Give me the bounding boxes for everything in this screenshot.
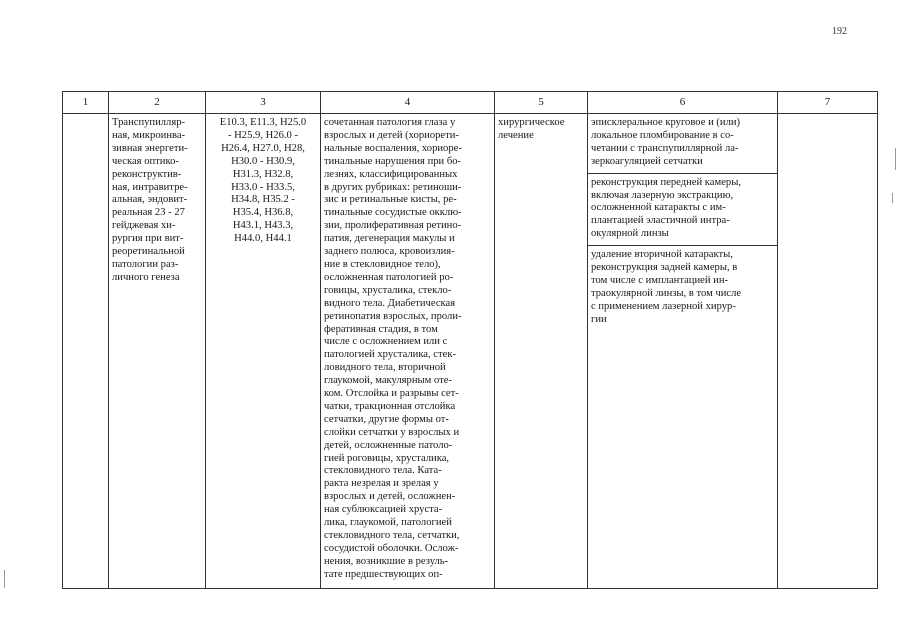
text-line: четании с транспупиллярной ла-: [591, 142, 739, 154]
text-line: плантацией эластичной интра-: [591, 215, 730, 227]
text-line: Н26.4, Н27.0, Н28,: [221, 142, 305, 154]
text-line: ние в стекловидное тело),: [324, 258, 441, 270]
scan-artifact-mark: [895, 148, 896, 170]
text-line: ная, интравитре-: [112, 181, 188, 193]
text-line: личного генеза: [112, 271, 180, 283]
text-line: реконструктив-: [112, 168, 182, 180]
text-line: Н43.1, Н43.3,: [232, 220, 294, 232]
treatment-method-entry: [588, 114, 777, 174]
text-line: траокулярной линзы, в том числе: [591, 287, 742, 299]
column-header-4: 4: [321, 92, 495, 114]
text-line: зии, пролиферативная ретино-: [324, 220, 462, 232]
text-line: феративная стадия, в том: [324, 323, 438, 335]
text-line: реоретинальной: [112, 246, 185, 258]
text-line: зеркоагуляцией сетчатки: [591, 155, 703, 167]
text-line: осложненная патологией ро-: [324, 271, 454, 283]
text-line: сочетанная патология глаза у: [324, 117, 456, 128]
text-line: зис и ретинальные кисты, ре-: [324, 194, 457, 206]
text-line: ретинопатия взрослых, проли-: [324, 310, 462, 322]
text-line: реконструкция передней камеры,: [591, 176, 741, 188]
text-line: тинальные нарушения при бо-: [324, 155, 462, 167]
text-line: с применением лазерной хирур-: [591, 300, 736, 312]
text-line: взрослых и детей, осложнен-: [324, 491, 456, 503]
text-line: Н35.4, Н36.8,: [232, 207, 294, 219]
text-line: в других рубриках: ретиноши-: [324, 181, 462, 193]
treatment-method-entry: [588, 174, 777, 247]
text-line: заднего полюса, кровоизлия-: [324, 246, 455, 258]
text-line: Н34.8, Н35.2 -: [231, 194, 295, 206]
text-line: нальные воспаления, хориоре-: [324, 142, 462, 154]
text-line: патия, дегенерация макулы и: [324, 233, 455, 245]
table-header-row: [63, 92, 878, 114]
text-line: лечение: [498, 129, 534, 141]
text-line: - Н25.9, Н26.0 -: [227, 129, 299, 141]
scan-artifact-mark: [4, 570, 5, 588]
text-line: тате предшествующих оп-: [324, 568, 443, 580]
column-header-3: 3: [206, 92, 321, 114]
text-line: взрослых и детей (хориорети-: [324, 129, 459, 141]
text-line: детей, осложненные патоло-: [324, 439, 453, 451]
text-line: ракта незрелая и зрелая у: [324, 478, 439, 490]
text-line: гии: [591, 313, 607, 325]
text-line: ная сублюксацией хруста-: [324, 504, 443, 516]
text-line: Н33.0 - Н33.5,: [231, 181, 295, 193]
text-line: альная, эндовит-: [112, 194, 188, 206]
text-line: тинальные сосудистые окклю-: [324, 207, 462, 219]
text-line: Н31.3, Н32.8,: [232, 168, 294, 180]
text-line: ная, микроинва-: [112, 129, 186, 141]
cell-treatment-type: [495, 114, 588, 589]
text-line: Транспупилляр-: [112, 117, 186, 128]
cell-treatment-methods: [588, 114, 778, 589]
text-line: нения, возникшие в резуль-: [324, 555, 449, 567]
text-line: зивная энергети-: [112, 142, 188, 154]
column-header-2: 2: [109, 92, 206, 114]
column-header-1: 1: [63, 92, 109, 114]
text-line: говицы, хрусталика, стекло-: [324, 284, 452, 296]
text-line: ческая оптико-: [112, 155, 179, 167]
text-line: чатки, тракционная отслойка: [324, 400, 456, 412]
text-line: стекловидного тела. Ката-: [324, 465, 442, 477]
text-line: реальная 23 - 27: [112, 207, 185, 219]
text-line: глаукомой, макулярным оте-: [324, 375, 452, 387]
text-line: сетчатки, другие формы от-: [324, 413, 449, 425]
table-row: [63, 114, 878, 589]
text-line: том числе с имплантацией ин-: [591, 274, 729, 286]
text-line: локальное пломбирование в со-: [591, 129, 734, 141]
text-line: видного тела. Диабетическая: [324, 297, 456, 309]
text-line: стекловидного тела, сетчатки,: [324, 530, 460, 541]
page-number: 192: [832, 26, 847, 37]
text-line: патологией хрусталика, стек-: [324, 349, 457, 361]
cell-col1: [63, 114, 109, 589]
text-line: Н44.0, Н44.1: [234, 233, 292, 245]
text-line: Н30.0 - Н30.9,: [231, 155, 295, 167]
cell-icd-codes: [206, 114, 321, 589]
text-line: осложненной катаракты с им-: [591, 202, 726, 214]
text-line: лезнях, классифицированных: [324, 168, 458, 180]
text-line: слойки сетчатки у взрослых и: [324, 426, 460, 438]
text-line: окулярной линзы: [591, 228, 669, 240]
column-header-7: 7: [778, 92, 878, 114]
scan-artifact-mark: [892, 193, 893, 203]
text-line: числе с осложнением или с: [324, 336, 448, 348]
text-line: удаление вторичной катаракты,: [591, 249, 733, 261]
cell-diagnosis: [321, 114, 495, 589]
text-line: ловидного тела, вторичной: [324, 362, 446, 374]
treatment-method-entry: [588, 246, 777, 330]
text-line: гией роговицы, хрусталика,: [324, 452, 450, 464]
data-table: [62, 91, 878, 589]
cell-col7: [778, 114, 878, 589]
column-header-5: 5: [495, 92, 588, 114]
text-line: сосудистой оболочки. Ослож-: [324, 542, 459, 554]
text-line: патологии раз-: [112, 258, 179, 270]
text-line: Е10.3, Е11.3, Н25.0: [219, 117, 307, 128]
text-line: включая лазерную экстракцию,: [591, 189, 734, 201]
text-line: реконструкция задней камеры, в: [591, 262, 738, 274]
text-line: рургия при вит-: [112, 233, 184, 245]
text-line: лика, глаукомой, патологией: [324, 517, 452, 529]
column-header-6: 6: [588, 92, 778, 114]
text-line: гейджевая хи-: [112, 220, 176, 232]
text-line: эписклеральное круговое и (или): [591, 117, 741, 128]
text-line: хирургическое: [498, 117, 565, 128]
text-line: ком. Отслойка и разрывы сет-: [324, 388, 459, 400]
cell-procedure-name: [109, 114, 206, 589]
